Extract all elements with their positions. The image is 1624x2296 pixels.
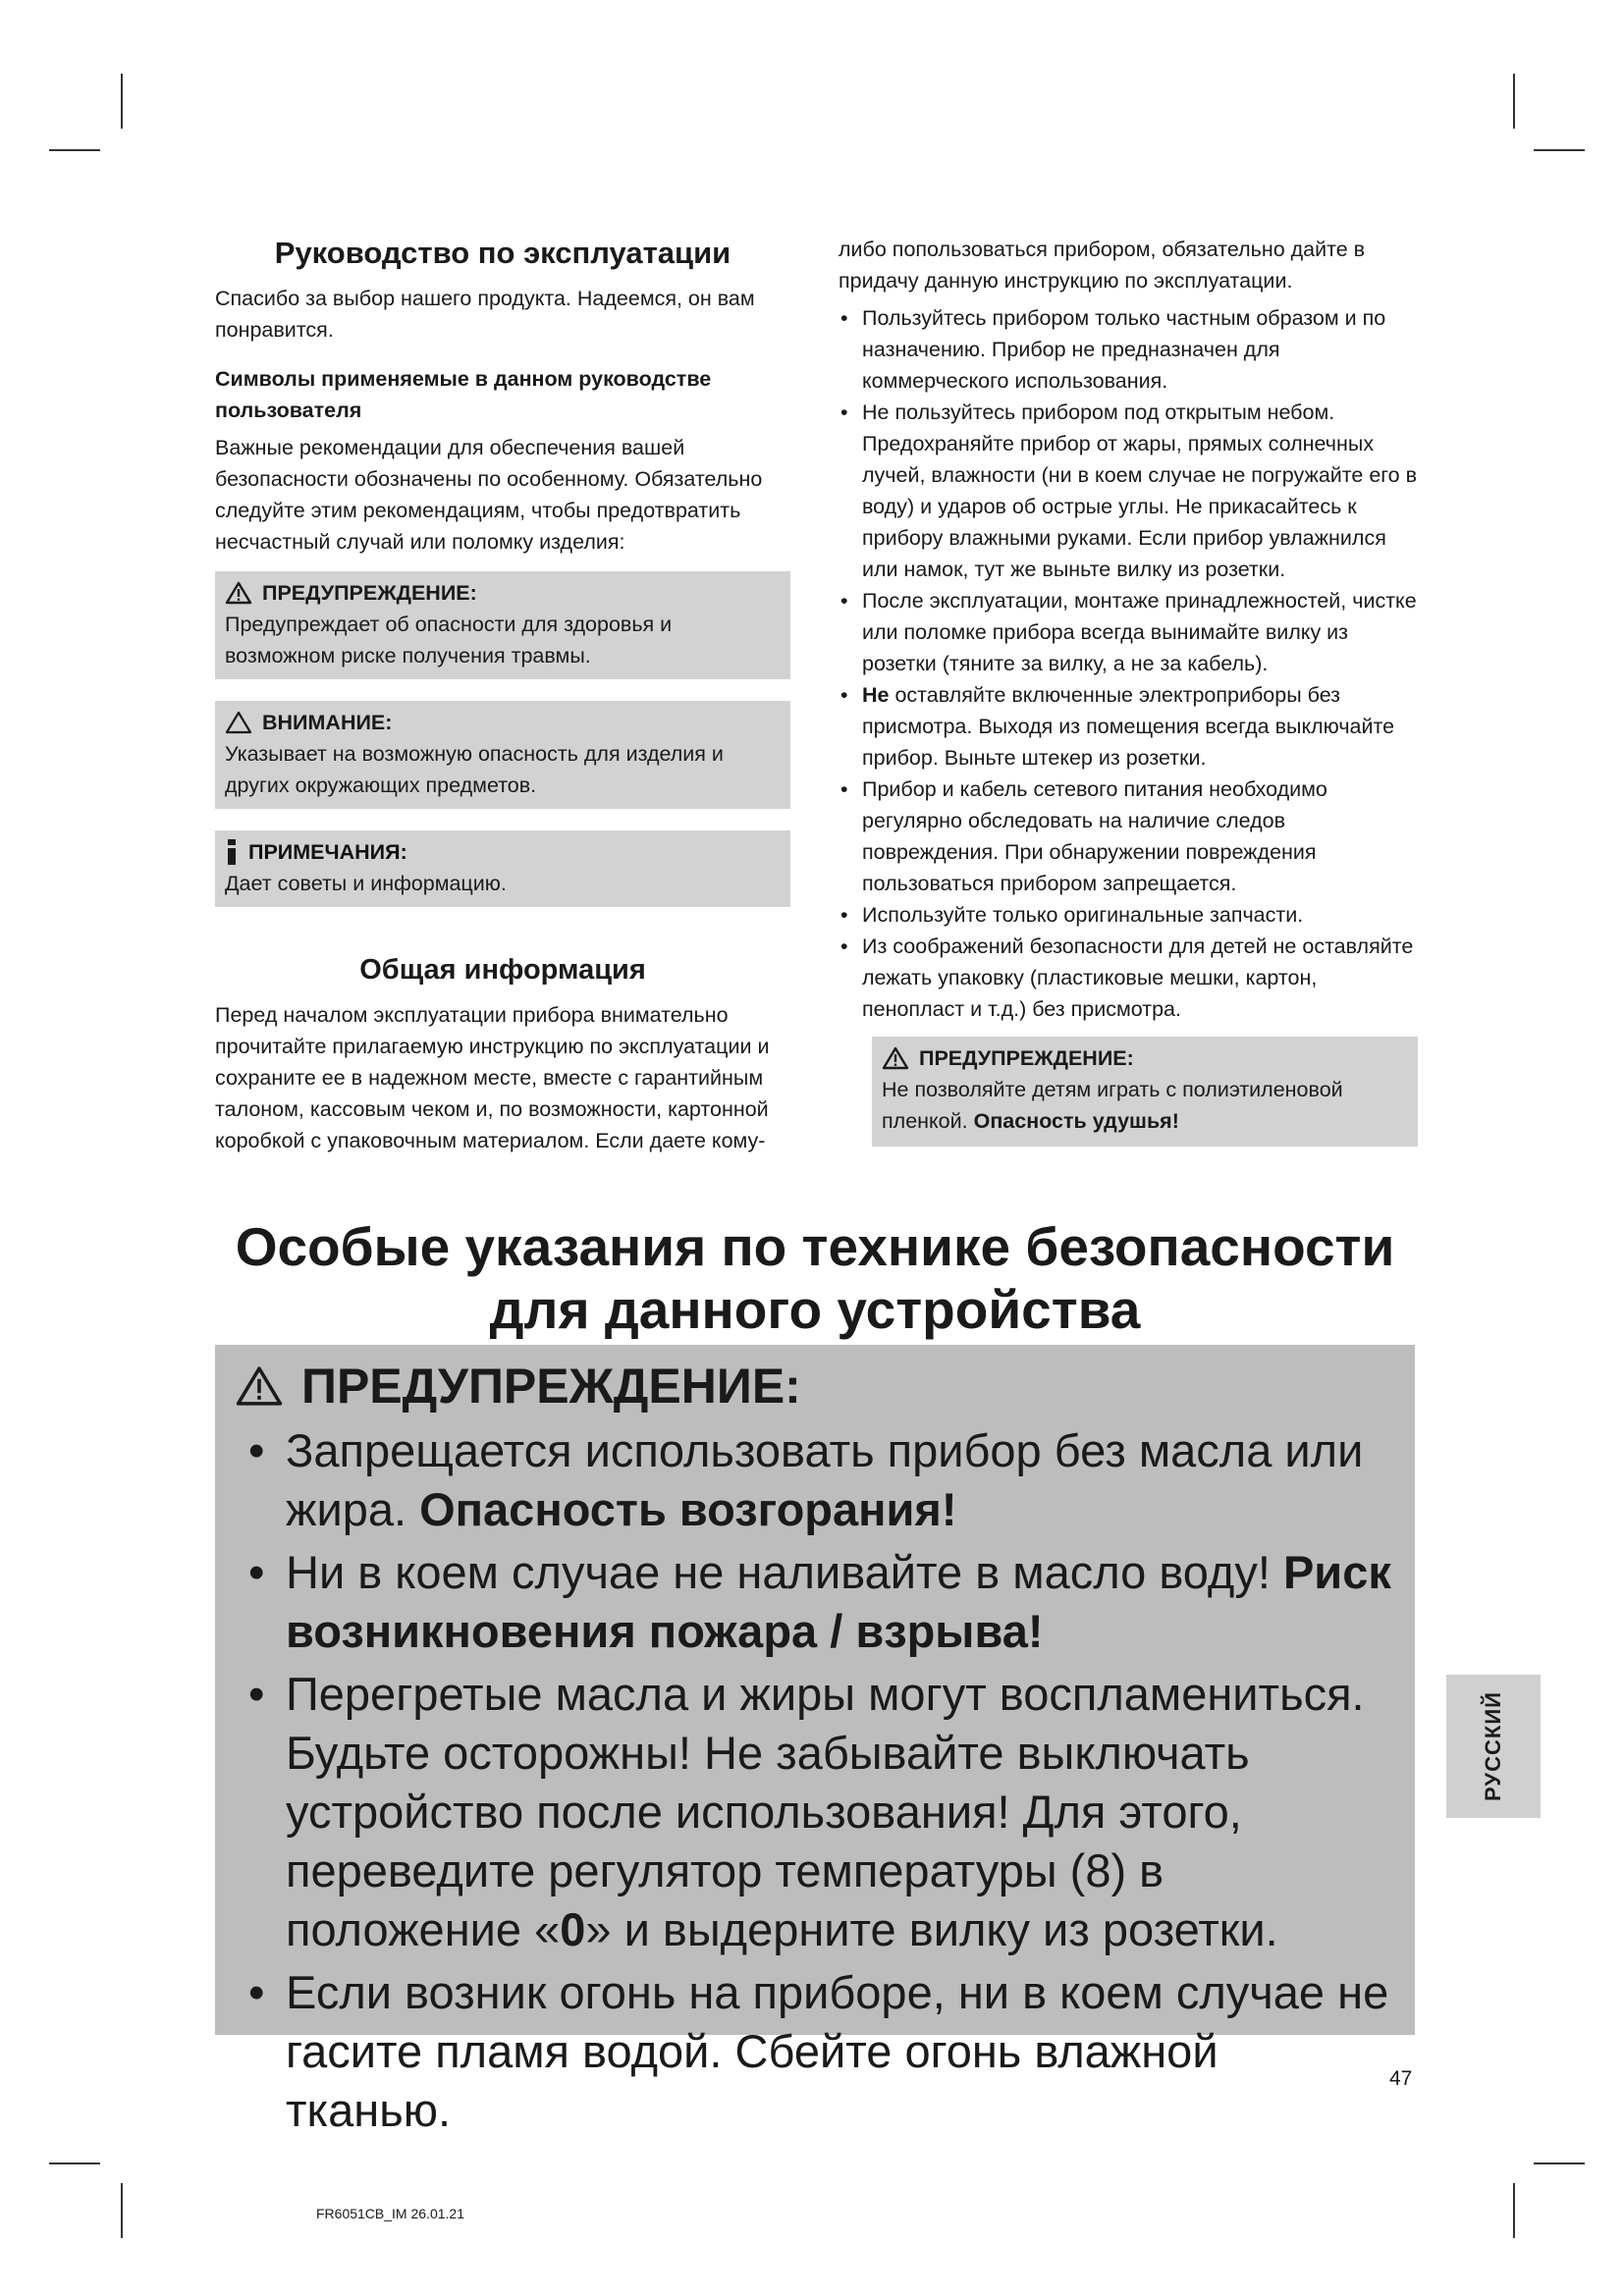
caution-text: Указывает на возможную опасность для изделия и других окружающих предметов. bbox=[225, 742, 724, 797]
crop-mark bbox=[1513, 2183, 1515, 2238]
crop-mark bbox=[1513, 74, 1515, 129]
warning-label: ПРЕДУПРЕЖДЕНИЕ: bbox=[919, 1046, 1134, 1070]
list-item-bold: Риск возникновения пожара / взрыва! bbox=[286, 1546, 1391, 1657]
list-item bbox=[235, 1543, 1395, 1661]
warning-label: ПРЕДУПРЕЖДЕНИЕ: bbox=[262, 581, 477, 605]
info-icon bbox=[225, 839, 239, 865]
list-item-text: оставляйте включенные электроприборы без присмотра. Выходя из помещения всегда выключайте прибор. Выньте штекер из розетки. bbox=[862, 683, 1395, 770]
warning-triangle-icon bbox=[225, 581, 252, 605]
notes-text: Дает советы и информацию. bbox=[225, 872, 507, 895]
crop-mark bbox=[121, 2183, 123, 2238]
list-item bbox=[839, 679, 1418, 774]
symbols-text: Важные рекомендации для обеспечения вашей безопасности обозначены по особенному. Обязательно следуйте этим рекомендациям, чтобы предотвратить несчастный случай или поломку изделия: bbox=[215, 436, 763, 554]
footer-code: FR6051CB_IM 26.01.21 bbox=[316, 2206, 464, 2221]
list-item bbox=[235, 1421, 1395, 1539]
warning-text: Предупреждает об опасности для здоровья и возможном риске получения травмы. bbox=[225, 613, 673, 667]
general-title: Общая информация bbox=[359, 954, 646, 986]
warning-text bbox=[882, 1074, 1408, 1137]
language-tab bbox=[1446, 1675, 1541, 1818]
special-title-line2: для данного устройства bbox=[489, 1279, 1141, 1340]
caution-box bbox=[215, 701, 790, 809]
crop-mark bbox=[1534, 149, 1585, 151]
left-column bbox=[215, 234, 790, 1156]
list-item bbox=[235, 1665, 1395, 1959]
special-warning-list bbox=[235, 1421, 1395, 2140]
special-title-line1: Особые указания по технике безопасности bbox=[235, 1216, 1395, 1277]
list-item: • Используйте только оригинальные запчасти. bbox=[839, 899, 1418, 931]
page-number: 47 bbox=[1389, 2067, 1413, 2090]
list-item-text: Запрещается использовать прибор без масла или жира. bbox=[286, 1424, 1364, 1535]
manual-title: Руководство по эксплуатации bbox=[274, 236, 731, 270]
symbols-title: Символы применяемые в данном руководстве пользователя bbox=[215, 367, 712, 422]
list-item: • Не пользуйтесь прибором под открытым небом. Предохраняйте прибор от жары, прямых солнечных лучей, влажности (ни в коем случае не погружайте его в воду) и ударов об острые углы. Не прикасайтесь к прибору влажными руками. Если прибор увлажнился или намок, тут же выньте вилку из розетки. bbox=[839, 397, 1418, 585]
continuation-text: либо попользоваться прибором, обязательно дайте в придачу данную инструкцию по эксплуатации. bbox=[839, 238, 1366, 293]
list-item: • Из соображений безопасности для детей не оставляйте лежать упаковку (пластиковые мешки, картон, пенопласт и т.д.) без присмотра. bbox=[839, 931, 1418, 1025]
language-tab-label: РУССКИЙ bbox=[1481, 1691, 1505, 1801]
children-warning-box bbox=[872, 1037, 1418, 1147]
crop-mark bbox=[121, 74, 123, 129]
list-item-bold: Опасность возгорания! bbox=[419, 1483, 957, 1535]
crop-mark bbox=[49, 149, 100, 151]
special-safety-title bbox=[215, 1215, 1415, 1341]
position-zero: 0 bbox=[560, 1903, 586, 1955]
special-warning-label: ПРЕДУПРЕЖДЕНИЕ: bbox=[301, 1359, 801, 1414]
warning-text-bold: Опасность удушья! bbox=[973, 1109, 1179, 1133]
list-item: • Прибор и кабель сетевого питания необходимо регулярно обследовать на наличие следов повреждения. При обнаружении повреждения пользоваться прибором запрещается. bbox=[839, 774, 1418, 899]
right-column bbox=[839, 234, 1418, 1147]
crop-mark bbox=[49, 2163, 100, 2164]
intro-text: Спасибо за выбор нашего продукта. Надеемся, он вам понравится. bbox=[215, 287, 755, 342]
safety-list bbox=[839, 302, 1418, 1025]
warning-text-plain: Не позволяйте детям играть с полиэтиленовой пленкой. bbox=[882, 1078, 1343, 1133]
notes-box bbox=[215, 830, 790, 907]
notes-label: ПРИМЕЧАНИЯ: bbox=[248, 840, 407, 864]
warning-triangle-icon bbox=[235, 1364, 284, 1408]
list-item-text: Ни в коем случае не наливайте в масло воду! bbox=[286, 1546, 1283, 1598]
caution-triangle-icon bbox=[225, 711, 252, 734]
general-text: Перед началом эксплуатации прибора внимательно прочитайте прилагаемую инструкцию по эксплуатации и сохраните ее в надежном месте, вместе с гарантийным талоном, кассовым чеком и, по возможности, картонной коробкой с упаковочным материалом. Если даете кому- bbox=[215, 1003, 770, 1152]
list-item-text-end: » и выдерните вилку из розетки. bbox=[585, 1903, 1278, 1955]
list-item-text: Перегретые масла и жиры могут воспламениться. Будьте осторожны! Не забывайте выключать устройство после использования! Для этого, переведите регулятор температуры (8) в положение « bbox=[286, 1668, 1365, 1955]
list-item-bold: Не bbox=[862, 683, 890, 707]
warning-triangle-icon bbox=[882, 1046, 909, 1070]
list-item: • После эксплуатации, монтаже принадлежностей, чистке или поломке прибора всегда вынимайте вилку из розетки (тяните за вилку, а не за кабель). bbox=[839, 585, 1418, 679]
list-item: • Если возник огонь на приборе, ни в коем случае не гасите пламя водой. Сбейте огонь влажной тканью. bbox=[235, 1963, 1395, 2140]
list-item: • Пользуйтесь прибором только частным образом и по назначению. Прибор не предназначен для коммерческого использования. bbox=[839, 302, 1418, 397]
crop-mark bbox=[1534, 2163, 1585, 2164]
caution-label: ВНИМАНИЕ: bbox=[262, 711, 393, 734]
warning-box bbox=[215, 571, 790, 679]
